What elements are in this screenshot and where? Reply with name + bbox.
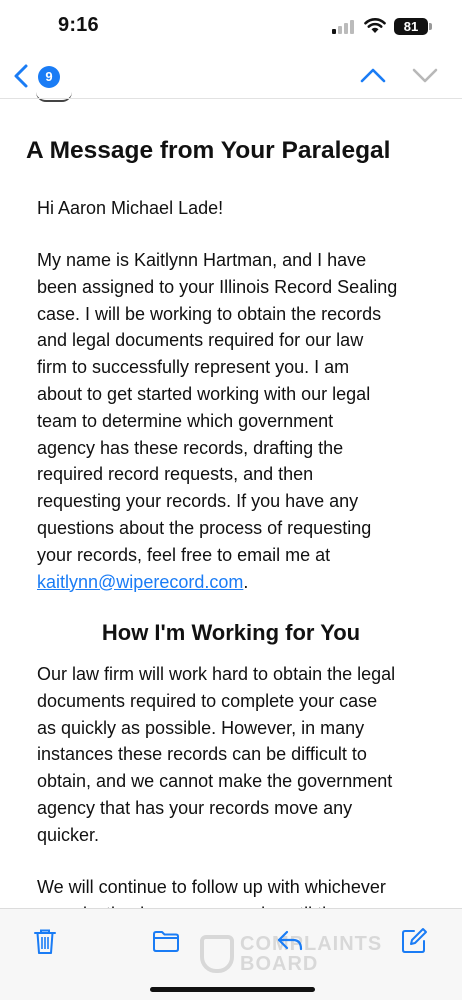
back-chevron-icon[interactable] <box>12 63 30 89</box>
compose-icon[interactable] <box>400 927 428 955</box>
previous-message-icon[interactable] <box>360 66 386 84</box>
text-line: team to determine which government <box>37 410 334 431</box>
email-address-link[interactable]: kaitlynn@wiperecord.com <box>37 571 244 592</box>
paragraph-working <box>37 661 395 849</box>
wifi-icon <box>364 18 386 34</box>
text-line: requesting your records. If you have any <box>37 491 359 512</box>
unread-count-badge[interactable]: 9 <box>38 66 60 88</box>
mail-toolbar <box>0 908 462 1000</box>
paragraph-intro <box>37 247 397 595</box>
link-suffix: . <box>243 571 249 592</box>
text-line: questions about the process of requesting <box>37 517 372 538</box>
watermark-line1: COMPLAINTS <box>240 933 383 955</box>
battery-cap <box>429 23 432 30</box>
text-line: as quickly as possible. However, in many <box>37 717 365 738</box>
email-heading: A Message from Your Paralegal <box>26 137 391 164</box>
battery-indicator: 81 <box>394 18 428 35</box>
text-line: and legal documents required for our law <box>37 330 364 351</box>
text-line: been assigned to your Illinois Record Sealing <box>37 276 398 297</box>
status-time: 9:16 <box>58 14 99 36</box>
text-line <box>37 569 397 596</box>
watermark-line2: BOARD <box>240 953 319 975</box>
text-line: required record requests, and then <box>37 464 314 485</box>
cellular-signal-icon <box>332 20 354 34</box>
text-line: your records, feel free to email me at <box>37 544 331 565</box>
home-indicator <box>150 987 315 992</box>
text-line: case. I will be working to obtain the records <box>37 303 382 324</box>
email-body <box>0 100 462 910</box>
text-line: documents required to complete your case <box>37 690 378 711</box>
watermark-shield <box>200 935 234 973</box>
text-line: agency has these records, drafting the <box>37 437 344 458</box>
email-greeting: Hi Aaron Michael Lade! <box>37 198 224 218</box>
section-heading: How I'm Working for You <box>101 620 361 645</box>
text-line: quicker. <box>37 824 100 845</box>
next-message-icon[interactable] <box>412 66 438 84</box>
text-line: obtain, and we cannot make the government <box>37 771 393 792</box>
text-line: firm to successfully represent you. I am <box>37 357 350 378</box>
nav-divider <box>0 98 462 99</box>
folder-icon[interactable] <box>152 927 180 955</box>
text-line: agency that has your records move any <box>37 797 353 818</box>
text-line: about to get started working with our legal <box>37 383 371 404</box>
text-line: We will continue to follow up with whichever <box>37 877 386 897</box>
text-line: My name is Kaitlynn Hartman, and I have <box>37 250 367 270</box>
trash-icon[interactable] <box>31 927 59 955</box>
text-line: instances these records can be difficult to <box>37 744 367 765</box>
text-line: Our law firm will work hard to obtain the legal <box>37 664 396 684</box>
reply-icon[interactable] <box>276 927 304 955</box>
status-bar <box>0 0 462 54</box>
